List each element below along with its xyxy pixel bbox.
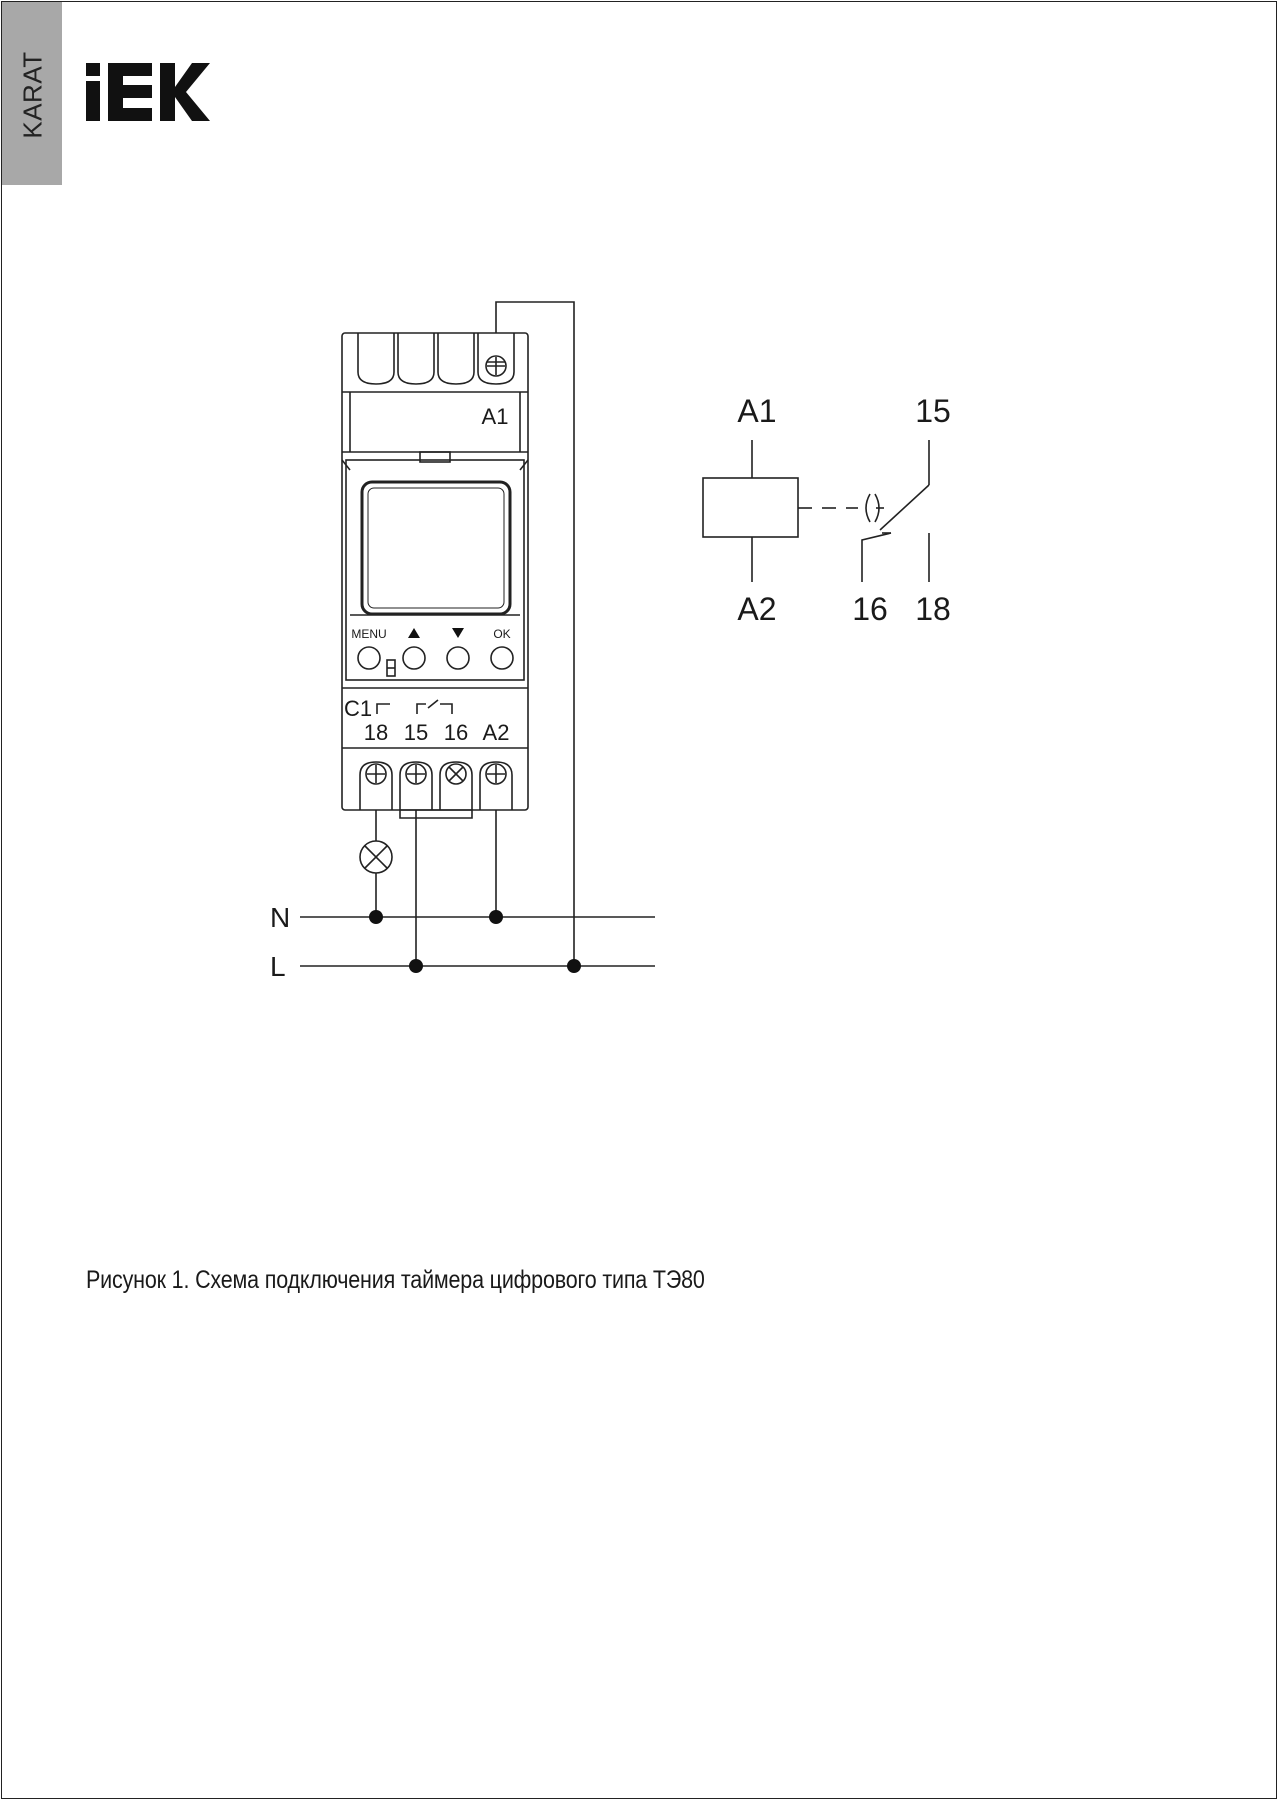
contact-group-label: C1: [344, 696, 373, 721]
terminal-label-15: 15: [403, 720, 429, 745]
schematic-label-15: 15: [915, 393, 951, 429]
terminal-label-a2: A2: [482, 720, 510, 745]
button-label-menu: MENU: [351, 627, 387, 641]
relay-coil: [703, 478, 798, 537]
schematic-label-18: 18: [915, 591, 951, 627]
button-label-ok: OK: [493, 627, 511, 641]
schematic-label-a1: A1: [737, 393, 777, 429]
brand-tab-label: KARAT: [17, 51, 48, 139]
figure-caption: Рисунок 1. Схема подключения таймера цифрового типа ТЭ80: [86, 1266, 705, 1294]
schematic-label-a2: A2: [737, 591, 777, 627]
contact-nc: [862, 533, 891, 582]
bus-label-n: N: [270, 902, 291, 933]
bus-label-l: L: [270, 951, 286, 982]
terminal-label-16: 16: [443, 720, 469, 745]
terminal-label-18: 18: [363, 720, 389, 745]
contact-blade: [880, 485, 929, 530]
top-terminal-label: A1: [481, 404, 509, 429]
schematic-label-16: 16: [852, 591, 888, 627]
